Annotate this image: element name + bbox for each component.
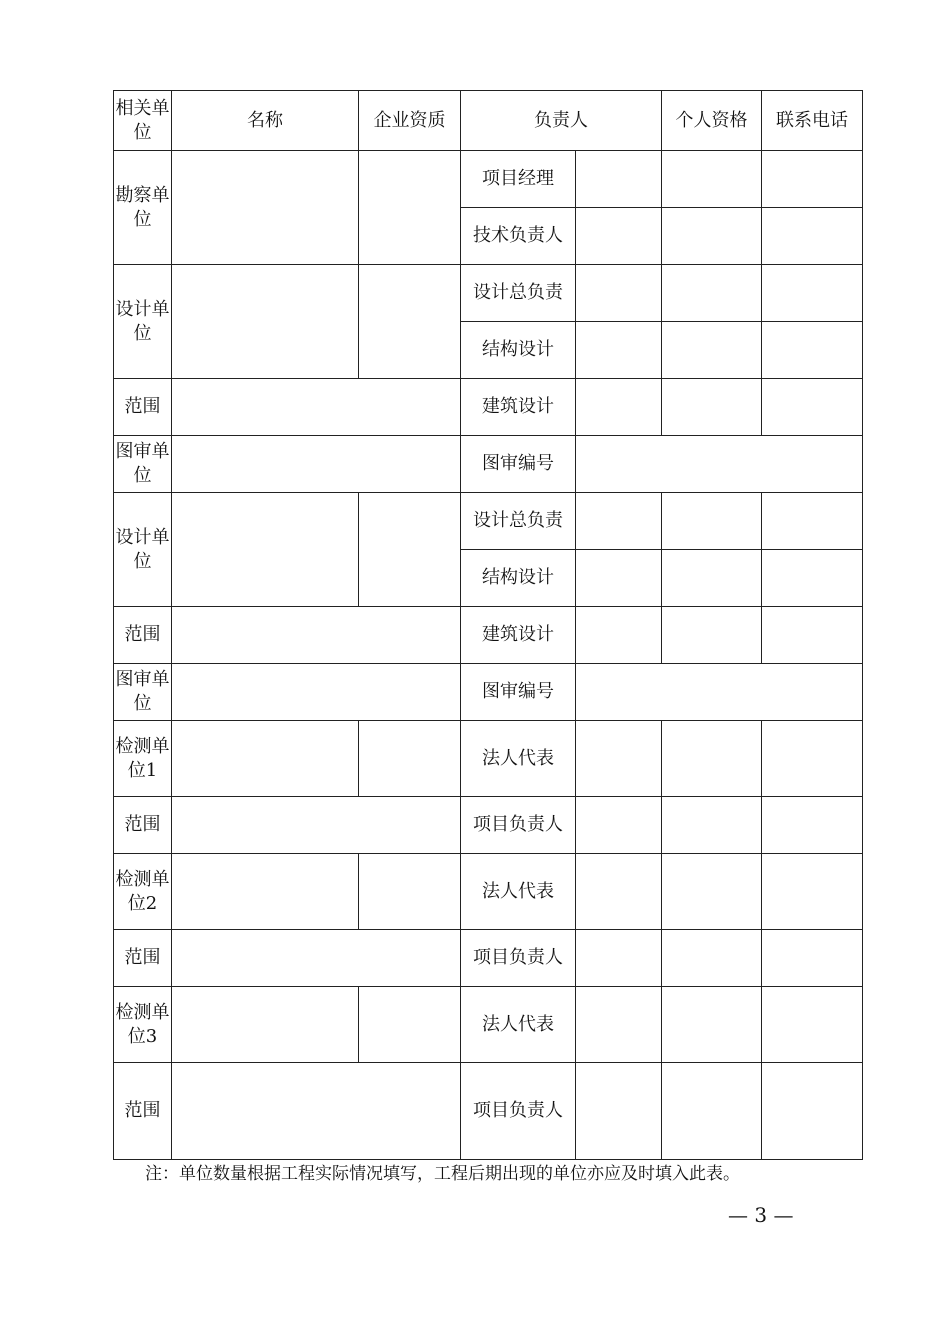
person-cell[interactable] [576,854,662,930]
role-project-manager: 项目经理 [461,151,576,208]
person-cell[interactable] [576,322,662,379]
design-name-cell[interactable] [172,493,359,607]
scope-cell[interactable] [172,1063,461,1160]
role-legal-rep: 法人代表 [461,854,576,930]
inspection-name-cell[interactable] [172,854,359,930]
scope-label: 范围 [114,607,172,664]
table-row [114,797,863,854]
header-unit: 相关单位 [114,91,172,151]
table-row [114,436,863,493]
inspection-qualification-cell[interactable] [359,721,461,797]
table-row [114,607,863,664]
phone-cell[interactable] [762,1063,863,1160]
header-name: 名称 [172,91,359,151]
role-architectural-design: 建筑设计 [461,607,576,664]
survey-name-cell[interactable] [172,151,359,265]
table-row [114,987,863,1063]
role-technical-lead: 技术负责人 [461,208,576,265]
personal-qualification-cell[interactable] [662,265,762,322]
inspection-unit-1-label: 检测单位1 [114,721,172,797]
table-row [114,1063,863,1160]
review-unit-label: 图审单位 [114,664,172,721]
person-cell[interactable] [576,930,662,987]
review-unit-cell[interactable] [172,664,461,721]
phone-cell[interactable] [762,854,863,930]
person-cell[interactable] [576,607,662,664]
scope-cell[interactable] [172,797,461,854]
personal-qualification-cell[interactable] [662,607,762,664]
person-cell[interactable] [576,721,662,797]
personal-qualification-cell[interactable] [662,721,762,797]
table-row [114,151,863,208]
role-structural-design: 结构设计 [461,550,576,607]
role-architectural-design: 建筑设计 [461,379,576,436]
table-row [114,721,863,797]
design-name-cell[interactable] [172,265,359,379]
role-review-number: 图审编号 [461,436,576,493]
personal-qualification-cell[interactable] [662,987,762,1063]
header-person-in-charge: 负责人 [461,91,662,151]
role-project-lead: 项目负责人 [461,930,576,987]
phone-cell[interactable] [762,607,863,664]
review-unit-cell[interactable] [172,436,461,493]
scope-label: 范围 [114,797,172,854]
personal-qualification-cell[interactable] [662,854,762,930]
role-project-lead: 项目负责人 [461,1063,576,1160]
phone-cell[interactable] [762,151,863,208]
table-row [114,493,863,550]
personnel-table [113,90,863,1160]
design-qualification-cell[interactable] [359,265,461,379]
person-cell[interactable] [576,379,662,436]
personal-qualification-cell[interactable] [662,1063,762,1160]
personal-qualification-cell[interactable] [662,208,762,265]
scope-cell[interactable] [172,607,461,664]
person-cell[interactable] [576,987,662,1063]
phone-cell[interactable] [762,379,863,436]
phone-cell[interactable] [762,797,863,854]
phone-cell[interactable] [762,265,863,322]
personal-qualification-cell[interactable] [662,151,762,208]
phone-cell[interactable] [762,493,863,550]
person-cell[interactable] [576,151,662,208]
scope-label: 范围 [114,1063,172,1160]
role-chief-designer: 设计总负责 [461,493,576,550]
inspection-unit-2-label: 检测单位2 [114,854,172,930]
scope-cell[interactable] [172,379,461,436]
review-unit-label: 图审单位 [114,436,172,493]
table-row [114,930,863,987]
table-row [114,265,863,322]
phone-cell[interactable] [762,208,863,265]
phone-cell[interactable] [762,987,863,1063]
header-personal-qualification: 个人资格 [662,91,762,151]
person-cell[interactable] [576,265,662,322]
header-qualification: 企业资质 [359,91,461,151]
role-structural-design: 结构设计 [461,322,576,379]
phone-cell[interactable] [762,322,863,379]
header-phone: 联系电话 [762,91,863,151]
scope-label: 范围 [114,379,172,436]
survey-qualification-cell[interactable] [359,151,461,265]
person-cell[interactable] [576,1063,662,1160]
scope-cell[interactable] [172,930,461,987]
design-qualification-cell[interactable] [359,493,461,607]
person-cell[interactable] [576,208,662,265]
page-number: — 3 — [728,1203,794,1227]
personal-qualification-cell[interactable] [662,797,762,854]
design-unit-label: 设计单位 [114,265,172,379]
design-unit-label: 设计单位 [114,493,172,607]
inspection-qualification-cell[interactable] [359,854,461,930]
table-row [114,379,863,436]
personal-qualification-cell[interactable] [662,379,762,436]
personal-qualification-cell[interactable] [662,550,762,607]
person-cell[interactable] [576,550,662,607]
inspection-unit-3-label: 检测单位3 [114,987,172,1063]
role-chief-designer: 设计总负责 [461,265,576,322]
table-row [114,664,863,721]
inspection-qualification-cell[interactable] [359,987,461,1063]
survey-unit-label: 勘察单位 [114,151,172,265]
personal-qualification-cell[interactable] [662,930,762,987]
role-legal-rep: 法人代表 [461,987,576,1063]
scope-label: 范围 [114,930,172,987]
phone-cell[interactable] [762,930,863,987]
personal-qualification-cell[interactable] [662,493,762,550]
phone-cell[interactable] [762,550,863,607]
review-number-cell[interactable] [576,664,863,721]
role-project-lead: 项目负责人 [461,797,576,854]
role-legal-rep: 法人代表 [461,721,576,797]
inspection-name-cell[interactable] [172,987,359,1063]
table-header-row [114,91,863,151]
personal-qualification-cell[interactable] [662,322,762,379]
review-number-cell[interactable] [576,436,863,493]
table-row [114,854,863,930]
inspection-name-cell[interactable] [172,721,359,797]
footnote: 注：单位数量根据工程实际情况填写，工程后期出现的单位亦应及时填入此表。 [145,1164,740,1184]
person-cell[interactable] [576,797,662,854]
phone-cell[interactable] [762,721,863,797]
role-review-number: 图审编号 [461,664,576,721]
person-cell[interactable] [576,493,662,550]
